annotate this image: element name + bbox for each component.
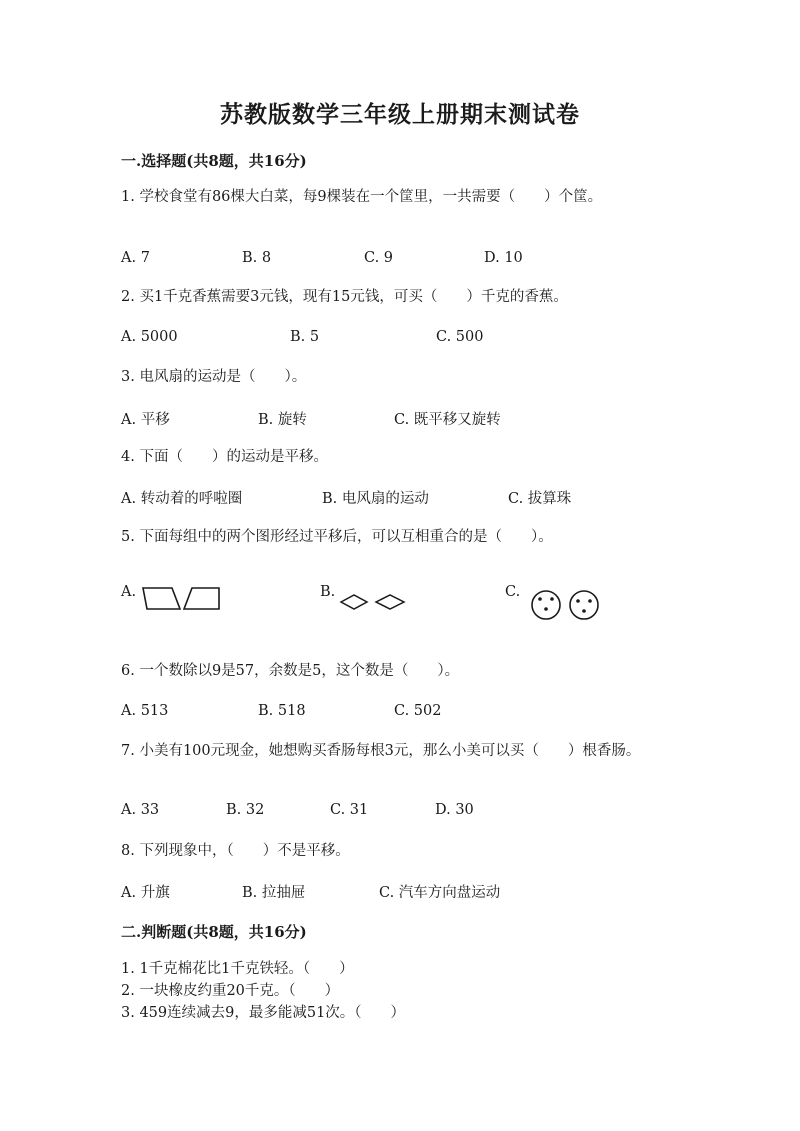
q7-option-b: B. 32 (226, 802, 265, 818)
q2-option-a: A. 5000 (121, 329, 178, 345)
q5-option-c: C. (505, 584, 521, 600)
q1-option-c: C. 9 (364, 250, 394, 266)
q4-option-b: B. 电风扇的运动 (322, 491, 429, 507)
question-8: 8. 下列现象中，（ ）不是平移。 (121, 843, 350, 859)
q1-option-d: D. 10 (484, 250, 523, 266)
q5-option-b: B. (320, 584, 336, 600)
q8-option-c: C. 汽车方向盘运动 (379, 885, 501, 901)
section-heading-judgment: 二.判断题(共8题，共16分) (121, 923, 307, 941)
q8-option-b: B. 拉抽屉 (242, 885, 306, 901)
judgment-item-3: 3. 459连续减去9，最多能减51次。（ ） (121, 1005, 406, 1021)
question-7: 7. 小美有100元现金，她想购买香肠每根3元，那么小美可以买（ ）根香肠。 (121, 743, 641, 759)
question-1: 1. 学校食堂有86棵大白菜，每9棵装在一个筐里，一共需要（ ）个筐。 (121, 189, 603, 205)
diamonds-figure (339, 592, 409, 612)
q7-option-c: C. 31 (330, 802, 369, 818)
q1-option-a: A. 7 (121, 250, 150, 266)
q3-option-b: B. 旋转 (258, 412, 307, 428)
q6-option-a: A. 513 (121, 703, 169, 719)
question-4: 4. 下面（ ）的运动是平移。 (121, 449, 328, 465)
section-heading-choice: 一.选择题(共8题，共16分) (121, 152, 307, 170)
question-6: 6. 一个数除以9是57，余数是5，这个数是（ ）。 (121, 663, 460, 679)
q6-option-b: B. 518 (258, 703, 306, 719)
q3-option-c: C. 既平移又旋转 (394, 412, 501, 428)
question-2: 2. 买1千克香蕉需要3元钱，现有15元钱，可买（ ）千克的香蕉。 (121, 289, 568, 305)
judgment-item-1: 1. 1千克棉花比1千克铁轻。（ ） (121, 961, 354, 977)
q4-option-c: C. 拔算珠 (508, 491, 572, 507)
q3-option-a: A. 平移 (121, 412, 170, 428)
q2-option-b: B. 5 (290, 329, 320, 345)
q4-option-a: A. 转动着的呼啦圈 (121, 491, 243, 507)
page-title: 苏教版数学三年级上册期末测试卷 (220, 101, 580, 128)
q7-option-a: A. 33 (121, 802, 160, 818)
q7-option-d: D. 30 (435, 802, 474, 818)
q2-option-c: C. 500 (436, 329, 484, 345)
q6-option-c: C. 502 (394, 703, 442, 719)
question-3: 3. 电风扇的运动是（ ）。 (121, 369, 307, 385)
dotted-circles-figure (528, 590, 604, 620)
judgment-item-2: 2. 一块橡皮约重20千克。（ ） (121, 983, 340, 999)
parallelograms-figure (140, 586, 224, 612)
question-5: 5. 下面每组中的两个图形经过平移后，可以互相重合的是（ ）。 (121, 529, 553, 545)
q8-option-a: A. 升旗 (121, 885, 170, 901)
q5-option-a: A. (121, 584, 137, 600)
q1-option-b: B. 8 (242, 250, 272, 266)
